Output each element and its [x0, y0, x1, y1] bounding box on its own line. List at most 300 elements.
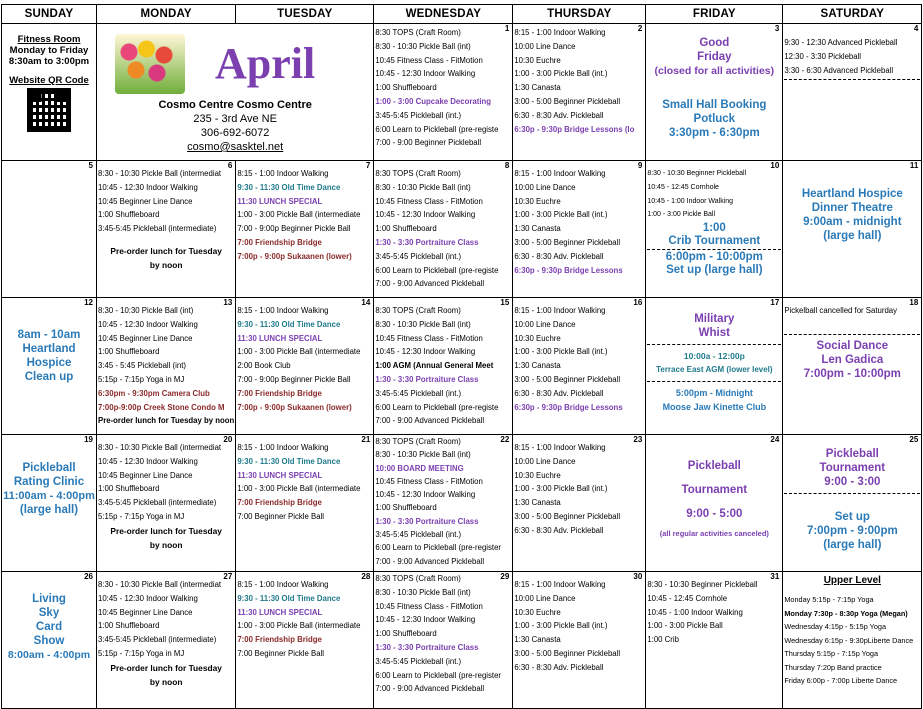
event-time: 7:00pm - 9:00pm: [806, 525, 898, 537]
week-row: [2, 572, 922, 709]
day-cell-4: [783, 24, 922, 161]
event-location: (large hall): [823, 230, 882, 242]
centre-name: Cosmo Centre Cosmo Centre: [158, 99, 312, 111]
day-number: 18: [909, 298, 919, 307]
day-number: 28: [361, 572, 371, 581]
event: 7:00 Friendship Bridge: [237, 237, 322, 247]
event: 10:00 Line Dance: [514, 41, 576, 51]
event: 10:00 Line Dance: [514, 593, 576, 603]
tulips-image: [115, 34, 185, 94]
event: 10:00 Line Dance: [514, 456, 576, 466]
day-cell-1: [374, 24, 513, 161]
good-friday-closed: (closed for all activities): [654, 65, 775, 77]
event: 6:00 Learn to Pickleball (pre-register: [375, 543, 502, 553]
event-time: 9:00 - 3:00: [824, 476, 881, 488]
day-cell-2: [513, 24, 646, 161]
event: 6:30p - 9:30p Bridge Lessons: [514, 402, 623, 412]
event: 11:30 LUNCH SPECIAL: [237, 333, 323, 343]
event-note: (all regular activities canceled): [659, 529, 769, 538]
event: 3:45 - 5:45 Pickleball (int): [98, 361, 186, 371]
event-time: 11:00am - 4:00pm: [3, 490, 95, 502]
event-title: Tournament: [819, 462, 886, 474]
event-time: 8:00am - 4:00pm: [7, 649, 91, 661]
month-title: April: [215, 39, 316, 88]
event: 7:00 - 9:00 Beginner Pickleball: [375, 138, 482, 148]
event-title: Pickleball: [22, 462, 76, 474]
event: 10:30 Euchre: [514, 333, 561, 343]
event-time: 10:00a - 12:00p: [683, 351, 745, 361]
day-cell-26: [2, 572, 97, 709]
good-friday-line1: Good: [699, 37, 730, 49]
day-number: 1: [504, 24, 510, 33]
day-number: 8: [504, 161, 510, 170]
event: 7:00 - 9:00 Advanced Pickleball: [375, 416, 485, 426]
event: 10:45 - 12:30 Indoor Walking: [98, 456, 198, 466]
event: 1:00 - 3:00 Pickle Ball (intermediate: [237, 347, 361, 357]
event: 8:30 - 10:30 Pickle Ball (intermediat: [98, 580, 222, 589]
day-cell-5: [2, 161, 97, 298]
event: 10:45 Beginner Line Dance: [98, 333, 193, 343]
event: 7:00p - 9:00p Sukaanen (lower): [237, 251, 352, 261]
centre-address: 235 - 3rd Ave NE: [193, 113, 277, 125]
event: 7:00p - 9:00p Sukaanen (lower): [237, 402, 352, 412]
event: 6:30 - 8:30 Adv. Pickleball: [514, 662, 604, 672]
event: 3:45-5:45 Pickleball (int.): [375, 656, 462, 666]
event: 1:00 - 3:00 Pickle Ball (intermediate: [237, 621, 361, 631]
fitness-info-cell: [2, 24, 97, 161]
day-cell-11: [783, 161, 922, 298]
event-title: Tournament: [681, 484, 748, 496]
event: 1:30 Canasta: [514, 224, 561, 234]
event: 11:30 LUNCH SPECIAL: [237, 470, 323, 480]
event-title: Living: [32, 593, 66, 605]
day-number: 12: [84, 298, 93, 307]
event: 10:45 Fitness Class - FitMotion: [375, 55, 483, 65]
event: 6:00 Learn to Pickleball (pre-register: [375, 670, 502, 680]
day-number: 25: [909, 435, 919, 444]
event: 10:30 Euchre: [514, 55, 561, 65]
event-title: Whist: [698, 327, 730, 339]
event: 1:00 - 3:00 Pickle Ball: [647, 621, 723, 631]
event-title: Clean up: [24, 371, 74, 383]
preorder-note: Pre-order lunch for Tuesday: [110, 525, 222, 536]
event: 3:45-5:45 Pickleball (intermediate): [98, 635, 217, 645]
event: 10:45 Beginner Line Dance: [98, 196, 193, 206]
event: 10:30 Euchre: [514, 196, 561, 206]
event: 8:30 - 10:30 Pickle Ball (int): [375, 182, 471, 192]
day-cell-24: [646, 435, 783, 572]
event: 1:00 - 3:00 Pickle Ball (int.): [514, 69, 608, 79]
event-title: Moose Jaw Kinette Club: [662, 402, 767, 412]
day-cell-25: [783, 435, 922, 572]
event: 1:00 - 3:00 Pickle Ball (int.): [514, 484, 608, 494]
event-time: 5:00pm - Midnight: [675, 388, 753, 398]
event: 3:00 - 5:00 Beginner Pickleball: [514, 374, 621, 384]
event: 7:00 Beginner Pickle Ball: [237, 648, 325, 658]
divider: [647, 344, 781, 345]
preorder-note-2: by noon: [149, 259, 183, 270]
weekday-saturday: SATURDAY: [783, 5, 922, 24]
day-cell-14: [236, 298, 374, 435]
divider: [784, 334, 920, 335]
event: 7:00 Friendship Bridge: [237, 388, 322, 398]
event: 6:30pm - 9:30pm Camera Club: [98, 388, 210, 398]
event: 1:00 - 3:00 Cupcake Decorating: [375, 96, 492, 106]
event: 3:45-5:45 Pickleball (intermediate): [98, 498, 217, 508]
event: Wednesday 6:15p - 9:30pLiberte Dance: [784, 635, 914, 645]
day-cell-15: [374, 298, 513, 435]
event: 1:30 Canasta: [514, 361, 561, 371]
day-cell-29: [374, 572, 513, 709]
event: 1:00 - 3:00 Pickle Ball: [647, 211, 716, 219]
event: 7:00p-9:00p Creek Stone Condo M: [98, 402, 225, 412]
event: 8:15 - 1:00 Indoor Walking: [514, 443, 606, 452]
weekday-monday: MONDAY: [97, 5, 236, 24]
qr-label: Website QR Code: [9, 75, 89, 86]
event: 9:30 - 12:30 Advanced Pickleball: [784, 38, 898, 47]
day-cell-13: [97, 298, 236, 435]
day-number: 27: [223, 572, 233, 581]
good-friday-line2: Friday: [697, 51, 732, 63]
event: 9:30 - 11:30 Old Time Dance: [237, 319, 341, 329]
day-number: 24: [770, 435, 780, 444]
event: 8:15 - 1:00 Indoor Walking: [514, 306, 606, 315]
day-number: 11: [909, 161, 919, 170]
event: 8:30 - 10:30 Beginner Pickleball: [647, 170, 747, 177]
week-row: [2, 24, 922, 161]
event: 1:00 AGM (Annual General Meet: [375, 361, 494, 371]
event-title: Military: [694, 313, 735, 325]
event: 9:30 - 11:30 Old Time Dance: [237, 593, 341, 603]
day-cell-6: [97, 161, 236, 298]
event: 8:30 - 10:30 Pickle Ball (int): [375, 450, 471, 460]
day-number: 3: [774, 24, 780, 33]
weekday-header-row: [2, 5, 922, 24]
centre-phone: 306-692-6072: [200, 127, 270, 139]
day-cell-12: [2, 298, 97, 435]
event: 10:45 - 12:30 Indoor Walking: [98, 182, 198, 192]
fitness-title: Fitness Room: [17, 34, 81, 45]
event: 7:00 Beginner Pickle Ball: [237, 511, 325, 521]
day-number: 14: [361, 298, 371, 307]
day-number: 23: [633, 435, 643, 444]
day-cell-23: [513, 435, 646, 572]
event-location: (large hall): [19, 504, 79, 516]
event: 10:00 Line Dance: [514, 182, 576, 192]
event: 10:45 - 12:30 Indoor Walking: [375, 69, 476, 79]
event: 8:15 - 1:00 Indoor Walking: [237, 580, 329, 589]
event: 10:45 Fitness Class - FitMotion: [375, 333, 483, 343]
event: 3:45-5:45 Pickleball (int.): [375, 110, 462, 120]
event: Wednesday 4:15p - 5:15p Yoga: [784, 622, 887, 631]
preorder-note: Pre-order lunch for Tuesday by noon: [98, 416, 235, 426]
calendar-grid: [1, 4, 922, 709]
event: Monday 7:30p - 8:30p Yoga (Megan): [784, 608, 908, 618]
event: 6:30 - 8:30 Adv. Pickleball: [514, 251, 604, 261]
day-cell-16: [513, 298, 646, 435]
day-number: 20: [223, 435, 233, 444]
event: 9:30 - 11:30 Old Time Dance: [237, 182, 341, 192]
event: 2:00 Book Club: [237, 361, 291, 371]
preorder-note: Pre-order lunch for Tuesday: [110, 245, 222, 256]
event: 10:00 Line Dance: [514, 319, 576, 329]
day-cell-17: [646, 298, 783, 435]
day-cell-22: [374, 435, 513, 572]
event-time: 9:00 - 5:00: [686, 508, 743, 520]
day-cell-21: [236, 435, 374, 572]
event: Friday 6:00p - 7:00p Liberte Dance: [784, 676, 898, 685]
day-number: 26: [84, 572, 93, 581]
event: 6:00 Learn to Pickleball (pre-registe: [375, 402, 499, 412]
event: 7:00 - 9:00p Beginner Pickle Ball: [237, 374, 351, 384]
event: 10:45 Fitness Class - FitMotion: [375, 601, 483, 611]
day-number: 4: [913, 24, 919, 33]
event: 1:00 Shuffleboard: [375, 629, 437, 639]
event: 7:00 - 9:00 Advanced Pickleball: [375, 684, 485, 694]
event: 10:45 Fitness Class - FitMotion: [375, 196, 483, 206]
event: 1:00 Shuffleboard: [98, 210, 160, 220]
event: 11:30 LUNCH SPECIAL: [237, 196, 323, 206]
event-title: Terrace East AGM (lower level): [656, 365, 773, 374]
event: 5:15p - 7:15p Yoga in MJ: [98, 511, 185, 521]
week-row: [2, 298, 922, 435]
event: 8:15 - 1:00 Indoor Walking: [514, 580, 606, 589]
event: 8:30 TOPS (Craft Room): [375, 28, 461, 37]
event: 10:30 Euchre: [514, 607, 561, 617]
event: 6:00 Learn to Pickleball (pre-registe: [375, 124, 499, 134]
upper-level-title: Upper Level: [823, 575, 881, 586]
event: 10:00 BOARD MEETING: [375, 463, 464, 473]
event: 10:45 - 12:30 Indoor Walking: [375, 490, 476, 500]
weekday-friday: FRIDAY: [646, 5, 783, 24]
event: 6:30p - 9:30p Bridge Lessons: [514, 265, 623, 275]
event: 1:00 Shuffleboard: [375, 224, 437, 234]
event: 6:30 - 8:30 Adv. Pickleball: [514, 110, 604, 120]
event: 8:30 TOPS (Craft Room): [375, 437, 461, 446]
event: Pickelball cancelled for Saturday: [784, 306, 898, 315]
event: 1:30 Canasta: [514, 635, 561, 645]
event-time: 9:00am - midnight: [803, 216, 902, 228]
event: 10:45 - 12:30 Indoor Walking: [375, 347, 476, 357]
event: Monday 5:15p - 7:15p Yoga: [784, 595, 874, 604]
day-cell-19: [2, 435, 97, 572]
event: 12:30 - 3:30 Pickleball: [784, 51, 862, 61]
event: 10:45 - 1:00 Indoor Walking: [647, 607, 743, 617]
preorder-note-2: by noon: [149, 539, 183, 550]
preorder-note: Pre-order lunch for Tuesday: [110, 662, 222, 673]
setup-time: 6:00pm - 10:00pm: [665, 251, 763, 264]
day-number: 17: [770, 298, 780, 307]
event: 8:30 - 10:30 Pickle Ball (int): [375, 319, 471, 329]
day-cell-31: [646, 572, 783, 709]
event: Thursday 7:20p Band practice: [784, 662, 882, 672]
day-number: 29: [500, 572, 510, 581]
event: 1:30 - 3:30 Portraiture Class: [375, 237, 479, 247]
event: 3:00 - 5:00 Beginner Pickleball: [514, 511, 621, 521]
event: 7:00 - 9:00 Advanced Pickleball: [375, 556, 485, 566]
centre-email[interactable]: cosmo@sasktel.net: [187, 141, 284, 153]
day-number: 31: [770, 572, 780, 581]
weekday-tuesday: TUESDAY: [236, 5, 374, 24]
day-cell-7: [236, 161, 374, 298]
event-location: (large hall): [823, 539, 882, 551]
event: 8:30 - 10:30 Pickle Ball (intermediat: [98, 443, 222, 452]
event: 1:00 - 3:00 Pickle Ball (int.): [514, 210, 608, 220]
event: 6:30p - 9:30p Bridge Lessons (lo: [514, 124, 635, 134]
event: 8:30 TOPS (Craft Room): [375, 169, 461, 178]
potluck-time: 3:30pm - 6:30pm: [668, 127, 760, 139]
event-time: 7:00pm - 10:00pm: [803, 367, 901, 380]
event: 8:30 - 10:30 Pickle Ball (intermediat: [98, 169, 222, 178]
divider: [647, 381, 781, 382]
event: 1:00 - 3:00 Pickle Ball (int.): [514, 347, 608, 357]
day-cell-27: [97, 572, 236, 709]
day-cell-8: [374, 161, 513, 298]
event: 8:15 - 1:00 Indoor Walking: [237, 169, 329, 178]
day-number: 19: [84, 435, 93, 444]
event: 10:30 Euchre: [514, 470, 561, 480]
event: 8:15 - 1:00 Indoor Walking: [514, 169, 606, 178]
divider: [647, 249, 781, 250]
event: 8:30 - 10:30 Beginner Pickleball: [647, 580, 758, 589]
event: 1:00 - 3:00 Pickle Ball (intermediate: [237, 210, 361, 220]
event: 8:30 TOPS (Craft Room): [375, 574, 461, 583]
event: 5:15p - 7:15p Yoga in MJ: [98, 374, 185, 384]
day-cell-28: [236, 572, 374, 709]
upper-level-cell: [783, 572, 922, 709]
event: 10:45 - 12:30 Indoor Walking: [375, 615, 476, 625]
fitness-hours: 8:30am to 3:00pm: [8, 56, 90, 67]
event: 1:00 Shuffleboard: [98, 347, 160, 357]
event-title: Heartland Hospice: [801, 188, 903, 200]
potluck: Potluck: [693, 113, 736, 125]
event: 6:30 - 8:30 Adv. Pickleball: [514, 525, 604, 535]
event: 10:45 Fitness Class - FitMotion: [375, 476, 483, 486]
website-qr-code[interactable]: [27, 88, 71, 132]
weekday-sunday: SUNDAY: [2, 5, 97, 24]
event: 8:30 - 10:30 Pickle Ball (int): [375, 41, 471, 51]
event: 1:30 Canasta: [514, 498, 561, 508]
event: 7:00 - 9:00 Advanced Pickleball: [375, 279, 485, 289]
event-title: Set up: [834, 511, 870, 523]
day-cell-3: [646, 24, 783, 161]
day-cell-10: [646, 161, 783, 298]
event: 3:00 - 5:00 Beginner Pickleball: [514, 96, 621, 106]
event: 1:30 - 3:30 Portraiture Class: [375, 374, 479, 384]
event: 8:15 - 1:00 Indoor Walking: [237, 443, 329, 452]
day-number: 9: [637, 161, 643, 170]
crib-tournament: Crib Tournament: [668, 235, 761, 248]
day-cell-18: [783, 298, 922, 435]
event: 3:30 - 6:30 Advanced Pickleball: [784, 65, 894, 75]
event: 1:30 - 3:30 Portraiture Class: [375, 516, 479, 526]
day-number: 22: [500, 435, 510, 444]
event: 3:00 - 5:00 Beginner Pickleball: [514, 648, 621, 658]
day-number: 2: [637, 24, 643, 33]
event: 8:15 - 1:00 Indoor Walking: [237, 306, 329, 315]
event: 6:30 - 8:30 Adv. Pickleball: [514, 388, 604, 398]
event-title: Dinner Theatre: [811, 202, 893, 214]
fitness-days: Monday to Friday: [9, 45, 89, 56]
event-title: Social Dance: [816, 339, 889, 352]
event: 7:00 Friendship Bridge: [237, 498, 322, 508]
event: 3:45-5:45 Pickleball (int.): [375, 251, 462, 261]
weekday-thursday: THURSDAY: [513, 5, 646, 24]
divider: [784, 493, 920, 494]
event: 10:45 - 12:45 Cornhole: [647, 593, 728, 603]
event: 8:30 - 10:30 Pickle Ball (int): [375, 587, 471, 597]
day-number: 15: [500, 298, 510, 307]
event: 1:30 Canasta: [514, 83, 561, 93]
event: 8:30 TOPS (Craft Room): [375, 306, 461, 315]
event: 1:00 - 3:00 Pickle Ball (int.): [514, 621, 608, 631]
event: 3:00 - 5:00 Beginner Pickleball: [514, 237, 621, 247]
event-title: Pickleball: [687, 460, 741, 472]
day-number: 5: [88, 161, 93, 170]
event: 1:00 - 3:00 Pickle Ball (intermediate: [237, 484, 361, 494]
event: 1:00 Shuffleboard: [98, 621, 160, 631]
event-title: Show: [33, 635, 65, 647]
event: 3:45-5:45 Pickleball (int.): [375, 388, 462, 398]
event-time: 8am - 10am: [17, 329, 81, 341]
event: 7:00 - 9:00p Beginner Pickle Ball: [237, 224, 351, 234]
crib-time: 1:00: [702, 222, 726, 235]
event: Thursday 5:15p - 7:15p Yoga: [784, 649, 879, 658]
event: 3:45-5:45 Pickleball (int.): [375, 530, 462, 540]
event: 10:45 - 1:00 Indoor Walking: [647, 197, 734, 205]
preorder-note-2: by noon: [149, 676, 183, 687]
event-title: Rating Clinic: [13, 476, 85, 488]
event: 10:45 - 12:30 Indoor Walking: [98, 319, 198, 329]
event: 7:00 Friendship Bridge: [237, 635, 322, 645]
event: 9:30 - 11:30 Old Time Dance: [237, 456, 341, 466]
weekday-wednesday: WEDNESDAY: [374, 5, 513, 24]
week-row: [2, 161, 922, 298]
event: 11:30 LUNCH SPECIAL: [237, 607, 323, 617]
day-number: 10: [770, 161, 780, 170]
day-number: 16: [633, 298, 643, 307]
event: 10:45 - 12:45 Cornhole: [647, 183, 719, 191]
event-title: Heartland: [22, 343, 76, 355]
event: 8:15 - 1:00 Indoor Walking: [514, 28, 606, 37]
day-cell-30: [513, 572, 646, 709]
day-cell-9: [513, 161, 646, 298]
centre-info-cell: [97, 24, 374, 161]
divider: [784, 79, 920, 80]
day-number: 7: [365, 161, 371, 170]
event: 1:00 Shuffleboard: [375, 83, 437, 93]
event: 3:45-5:45 Pickleball (intermediate): [98, 224, 217, 234]
event: 6:00 Learn to Pickleball (pre-registe: [375, 265, 499, 275]
event: 10:45 - 12:30 Indoor Walking: [375, 210, 476, 220]
event-title: Pickleball: [825, 448, 879, 460]
event-title: Len Gadica: [821, 353, 884, 366]
event-title: Card: [35, 621, 63, 633]
hall-booking: Small Hall Booking: [662, 99, 767, 111]
week-row: [2, 435, 922, 572]
event: 5:15p - 7:15p Yoga in MJ: [98, 648, 185, 658]
event: 1:00 Shuffleboard: [98, 484, 160, 494]
event: 1:00 Shuffleboard: [375, 503, 437, 513]
day-number: 6: [227, 161, 233, 170]
event: 8:30 - 10:30 Pickle Ball (int): [98, 306, 194, 315]
event-title: Hospice: [26, 357, 72, 369]
event: 10:45 Beginner Line Dance: [98, 470, 193, 480]
event: 10:45 Beginner Line Dance: [98, 607, 193, 617]
day-cell-20: [97, 435, 236, 572]
day-number: 30: [633, 572, 643, 581]
setup-hall: Set up (large hall): [666, 264, 763, 277]
